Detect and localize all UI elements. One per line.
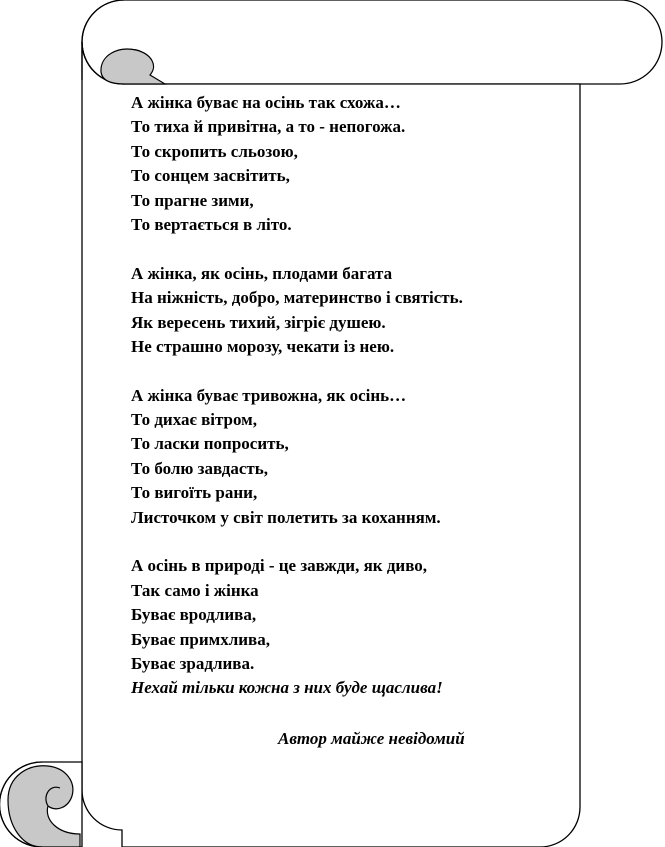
poem-line: Як вересень тихий, зігріє душею.	[131, 312, 386, 332]
poem-line: Не страшно морозу, чекати із нею.	[131, 336, 395, 356]
poem-line: То дихає вітром,	[131, 410, 258, 430]
poem-line: То прагне зими,	[131, 190, 254, 210]
poem-line: То сонцем засвітить,	[131, 166, 290, 186]
poem-line: То болю завдасть,	[131, 458, 268, 478]
poem-line: Буває примхлива,	[131, 629, 270, 649]
poem-line: То вигоїть рани,	[131, 483, 258, 503]
poem-line: А жінка буває тривожна, як осінь…	[131, 385, 407, 405]
poem-line: То вертається в літо.	[131, 214, 292, 234]
stanza-gap	[131, 237, 571, 261]
poem-line: То тиха й привітна, а то - непогожа.	[131, 117, 406, 137]
poem-line: А жінка, як осінь, плодами багата	[131, 263, 393, 283]
poem-line: На ніжність, добро, материнство і святість.	[131, 288, 463, 308]
poem-line: Листочком у світ полетить за коханням.	[131, 507, 441, 527]
stanza-gap	[131, 359, 571, 383]
poem-line: То ласки попросить,	[131, 434, 289, 454]
poem-final-line: Нехай тільки кожна з них буде щаслива!	[131, 678, 443, 698]
poem	[131, 91, 571, 701]
poem-line: То скропить сльозою,	[131, 141, 298, 161]
poem-line: Буває зрадлива.	[131, 653, 255, 673]
scroll-top-curl	[82, 0, 662, 84]
poem-line: Буває вродлива,	[131, 605, 257, 625]
poem-line: А осінь в природі - це завжди, як диво,	[131, 556, 428, 576]
poem-line: Так само і жінка	[131, 580, 259, 600]
author-signature: Автор майже невідомий	[278, 729, 465, 748]
poem-line: А жінка буває на осінь так схожа…	[131, 93, 401, 112]
stanza-gap	[131, 530, 571, 554]
